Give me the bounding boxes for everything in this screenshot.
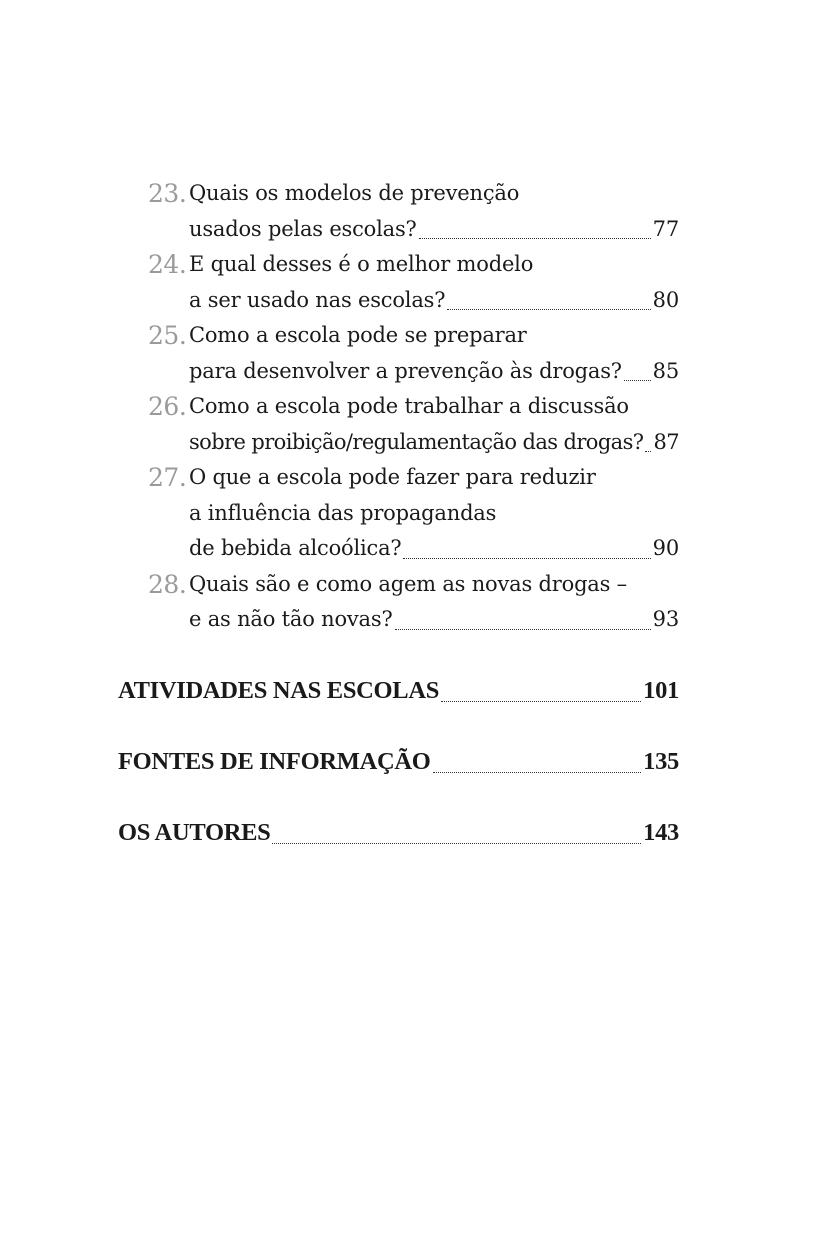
dot-leader [395,629,651,630]
section-title: FONTES DE INFORMAÇÃO [118,747,431,775]
page-number: 85 [652,358,679,383]
entry-title-line: Quais os modelos de prevenção [189,181,520,205]
entry-title-line: E qual desses é o melhor modelo [189,252,534,276]
dot-leader [403,558,650,559]
page-number: 101 [643,676,679,704]
entry-title-last-line [118,354,679,390]
dot-leader [447,309,650,310]
section-title: OS AUTORES [118,818,271,846]
entry-title-last-line [118,212,679,248]
entry-title-text: de bebida alcoólica? [189,536,402,560]
entry-title-last-line [118,425,679,461]
dot-leader [433,772,642,773]
entry-title-line: Como a escola pode trabalhar a discussão [189,394,629,418]
entry-title-last-line [118,283,679,319]
section-title: ATIVIDADES NAS ESCOLAS [118,676,440,704]
dot-leader [272,843,641,844]
entry-title-text: para desenvolver a prevenção às drogas? [189,358,622,383]
entry-title-line: a influência das propagandas [189,500,497,525]
toc-entry-26[interactable] [118,389,679,460]
toc-entry-27[interactable] [118,460,679,567]
entry-title-last-line [118,531,679,567]
entry-number: 23. [148,179,187,208]
toc-entry-28[interactable] [118,567,679,638]
dot-leader [441,701,641,702]
page-number: 77 [652,216,679,241]
entry-number: 24. [148,250,187,279]
dot-leader [645,451,651,452]
toc-entry-23[interactable] [118,176,679,247]
toc-section-fontes[interactable] [118,744,679,780]
page-number: 93 [652,607,679,631]
entry-title-text: sobre proibição/regulamentação das drogas? [189,429,644,454]
table-of-contents [118,176,679,851]
entry-number: 27. [148,463,187,492]
toc-entry-25[interactable] [118,318,679,389]
page-number: 90 [652,536,679,560]
entry-number: 28. [148,569,187,599]
toc-section-autores[interactable] [118,815,679,851]
entry-title-line: O que a escola pode fazer para reduzir [189,465,596,489]
toc-section-atividades[interactable] [118,673,679,709]
entry-title-last-line [118,602,679,638]
entry-title-line: Como a escola pode se preparar [189,323,527,347]
toc-entry-24[interactable] [118,247,679,318]
page-number: 80 [652,287,679,312]
page-number: 135 [643,747,679,775]
entry-number: 26. [148,392,187,421]
dot-leader [624,380,651,381]
entry-title-text: e as não tão novas? [189,607,393,631]
entry-number: 25. [148,321,187,350]
entry-title-text: usados pelas escolas? [189,216,417,241]
entry-title-line: Quais são e como agem as novas drogas – [189,571,627,596]
dot-leader [419,238,651,239]
page-number: 87 [653,429,679,454]
entry-title-text: a ser usado nas escolas? [189,287,446,312]
page-number: 143 [643,818,679,846]
